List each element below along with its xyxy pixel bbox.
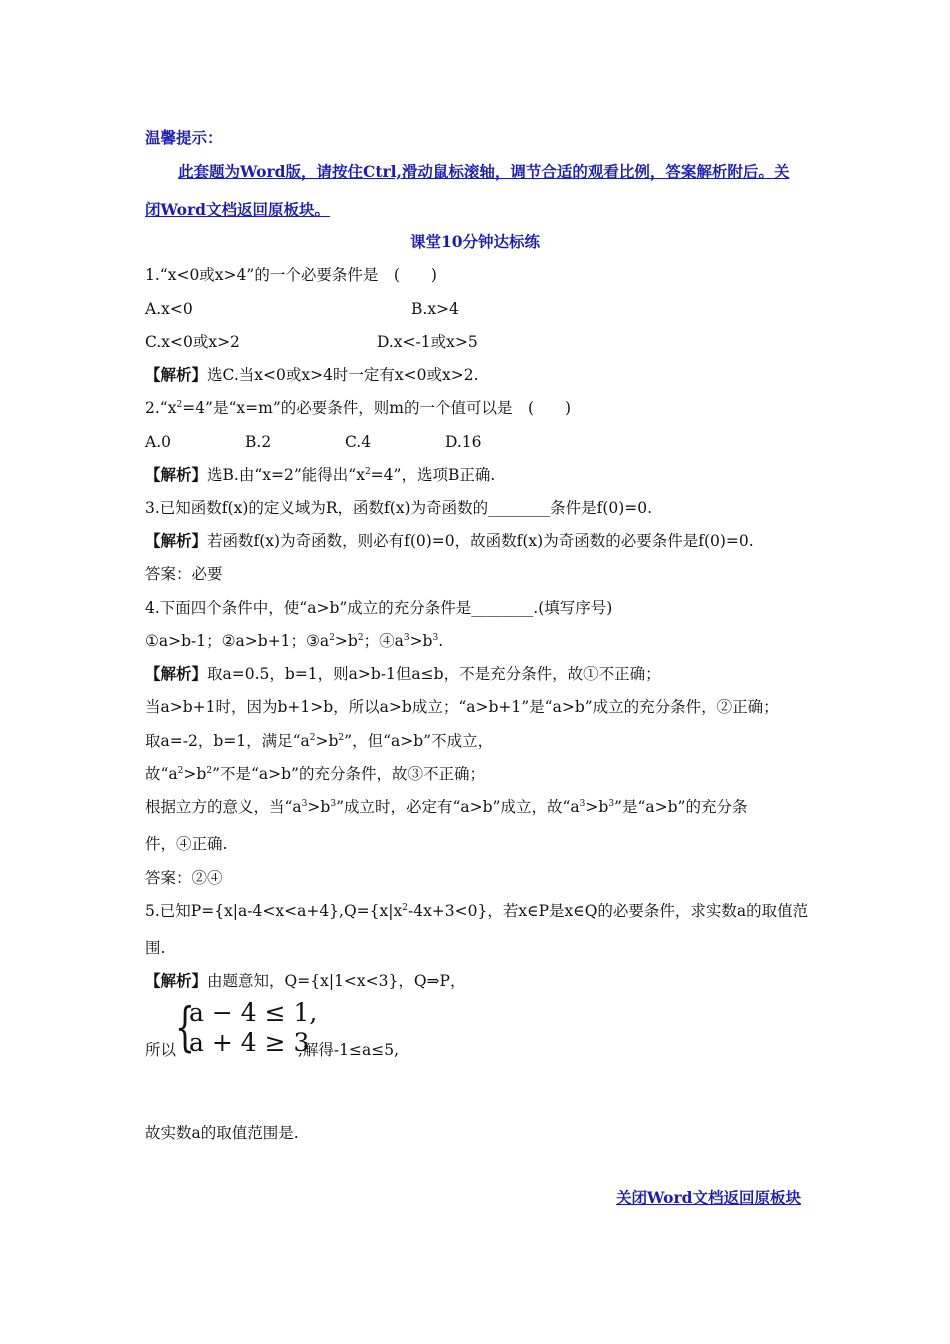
q4-stem: 4.下面四个条件中，使“a>b”成立的充分条件是________.(填写序号) <box>145 599 613 617</box>
q4-analysis-line-1 <box>145 664 661 684</box>
q5-solution: ,解得-1≤a≤5, <box>298 1041 400 1059</box>
close-word-link[interactable]: 关闭Word文档返回原板块 <box>616 1188 801 1207</box>
q2-option-b: B.2 <box>245 433 272 451</box>
q5-conclusion: 故实数a的取值范围是. <box>145 1124 299 1142</box>
analysis-label: 【解析】 <box>145 971 208 990</box>
superscript: 2 <box>357 633 364 643</box>
text-part: 根据立方的意义，当“a <box>145 798 302 816</box>
analysis-label: 【解析】 <box>145 465 208 484</box>
text-part: >b <box>307 798 331 816</box>
q1-options-ab <box>145 299 459 319</box>
superscript: 2 <box>309 733 316 743</box>
q5-stem-line-1 <box>145 901 808 921</box>
q4-analysis-line-5 <box>145 797 747 817</box>
superscript: 2 <box>364 467 371 477</box>
q4-analysis-text: 取a=0.5，b=1，则a>b-1但a≤b，不是充分条件，故①不正确； <box>207 665 661 683</box>
text-part: -4x+3<0}，若x∈P是x∈Q的必要条件，求实数a的取值范 <box>407 902 809 920</box>
superscript: 2 <box>402 903 408 913</box>
q1-option-d: D.x<-1或x>5 <box>377 333 478 351</box>
analysis-label: 【解析】 <box>145 531 208 550</box>
q1-analysis-text: 选C.当x<0或x>4时一定有x<0或x>2. <box>207 366 479 384</box>
superscript: 3 <box>608 799 615 809</box>
text-part: >b <box>315 732 339 750</box>
q5-stem-line-2: 围. <box>145 939 166 957</box>
q1-option-c: C.x<0或x>2 <box>145 333 240 351</box>
q1-options-cd <box>145 332 478 352</box>
text-part: ”成立时，必定有“a>b”成立，故“a <box>336 798 580 816</box>
q2-analysis <box>145 465 495 485</box>
text-part: >b <box>183 765 207 783</box>
text-part: ”是“a>b”的充分条 <box>614 798 748 816</box>
q2-option-c: C.4 <box>345 433 372 451</box>
q4-cond-part: ；④a <box>363 632 404 650</box>
superscript: 3 <box>432 633 439 643</box>
q4-conditions <box>145 631 443 651</box>
q3-analysis-text: 若函数f(x)为奇函数，则必有f(0)=0，故函数f(x)为奇函数的必要条件是f(0)=0. <box>207 532 754 550</box>
superscript: 2 <box>176 400 183 410</box>
brace-icon: { <box>175 998 195 1058</box>
q3-answer: 答案：必要 <box>145 565 223 583</box>
q2-stem-part: =4”是“x=m”的必要条件，则m的一个值可以是 ( ) <box>182 399 572 417</box>
q1-stem: 1.“x<0或x>4”的一个必要条件是 ( ) <box>145 266 437 284</box>
analysis-label: 【解析】 <box>145 664 208 683</box>
text-part: >b <box>585 798 609 816</box>
superscript: 2 <box>329 633 335 643</box>
tip-title: 温馨提示： <box>145 128 223 147</box>
q2-analysis-text: =4”，选项B正确. <box>370 466 496 484</box>
analysis-label: 【解析】 <box>145 365 208 384</box>
superscript: 3 <box>403 633 410 643</box>
superscript: 2 <box>206 766 213 776</box>
q4-analysis-line-2: 当a>b+1时，因为b+1>b，所以a>b成立；“a>b+1”是“a>b”成立的充分条件，②正确； <box>145 698 779 716</box>
q2-option-a: A.0 <box>145 433 171 451</box>
q4-analysis-line-4 <box>145 764 485 784</box>
q3-stem: 3.已知函数f(x)的定义域为R，函数f(x)为奇函数的________条件是f(0)=0. <box>145 499 653 517</box>
tip-line-1: 此套题为Word版，请按住Ctrl,滑动鼠标滚轴，调节合适的观看比例，答案解析附后。关 <box>178 162 790 181</box>
q2-analysis-text: 选B.由“x=2”能得出“x <box>207 466 365 484</box>
q4-cond-part: ①a>b-1；②a>b+1；③a <box>145 632 330 650</box>
equation-1: a − 4 ≤ 1, <box>189 998 318 1027</box>
text-part: 故“a <box>145 765 178 783</box>
superscript: 2 <box>177 766 184 776</box>
page-title: 课堂10分钟达标练 <box>409 232 541 251</box>
q4-cond-part: . <box>438 632 444 650</box>
text-part: ”，但“a>b”不成立， <box>344 732 494 750</box>
superscript: 3 <box>579 799 586 809</box>
q1-analysis <box>145 365 479 385</box>
q5-prefix: 所以 <box>145 1041 177 1059</box>
q2-stem <box>145 398 571 418</box>
q4-analysis-line-3 <box>145 731 493 751</box>
superscript: 3 <box>301 799 308 809</box>
text-part: ”不是“a>b”的充分条件，故③不正确； <box>212 765 485 783</box>
q2-options <box>145 432 482 452</box>
q5-analysis-text: 由题意知，Q={x|1<x<3}，Q⇒P， <box>207 972 466 990</box>
q3-analysis <box>145 531 754 551</box>
q4-answer: 答案：②④ <box>145 869 223 887</box>
q1-option-b: B.x>4 <box>411 300 459 318</box>
q2-option-d: D.16 <box>445 433 482 451</box>
tip-line-2: 闭Word文档返回原板块。 <box>145 200 330 219</box>
q5-analysis <box>145 971 465 991</box>
text-part: 5.已知P={x|a-4<x<a+4},Q={x|x <box>145 902 403 920</box>
superscript: 3 <box>330 799 337 809</box>
text-part: 取a=-2，b=1，满足“a <box>145 732 310 750</box>
q1-option-a: A.x<0 <box>145 300 193 318</box>
equation-2: a + 4 ≥ 3 <box>189 1028 310 1057</box>
q2-stem-part: 2.“x <box>145 399 177 417</box>
q4-analysis-line-6: 件，④正确. <box>145 835 228 853</box>
q4-cond-part: >b <box>409 632 433 650</box>
q4-cond-part: >b <box>334 632 358 650</box>
superscript: 2 <box>338 733 345 743</box>
